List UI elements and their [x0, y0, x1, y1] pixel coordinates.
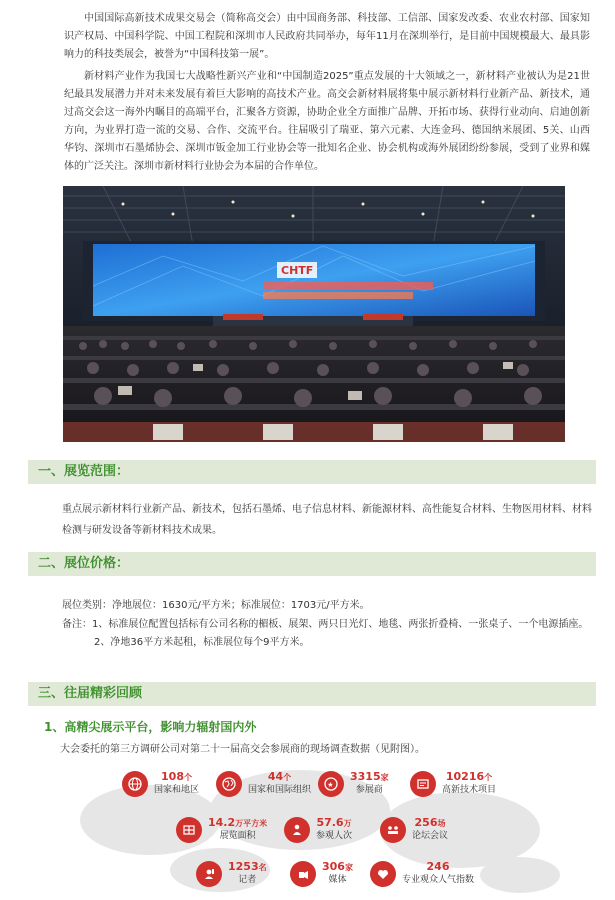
banner-logo: CHTF: [281, 264, 314, 277]
stat-label: 记者: [238, 875, 257, 885]
exhibitor-icon: [318, 771, 344, 797]
intro-paragraph-2: 新材料产业作为我国七大战略性新兴产业和“中国制造2025”重点发展的十大领域之一，新材料产业被认为是21世纪最具发展潜力并对未来发展有着巨大影响的高技术产业。高交会新材料展将集中展示新材料行业新产品、新技术，通过高交会这一海外内瞩目的高端平台，汇聚各方资源，协助企业全方面推广品牌、开拓市场、获得行业动向、启迪创新方向，为业界打造一流的交易、合作、交流平台。往届吸引了瑞亚、第六元素、大连金玛、德国纳米展团、5关、山西华钧、深圳市石墨烯协会、深圳市钣金加工行业协会等一批知名企业、协会机构或海外展团纷纷参展，受到了业界和媒体的广泛关注。深圳市新材料行业协会为本届的合作单位。: [64, 71, 590, 172]
stat-unit: 万: [343, 819, 352, 828]
stat-value: 108: [161, 770, 184, 783]
stat-unit: 万平方米: [235, 819, 268, 828]
journalist-icon: [196, 861, 222, 887]
stat-visitors: [284, 816, 352, 843]
stat-popularity: [370, 860, 474, 887]
stat-value: 14.2: [208, 816, 236, 829]
stat-label: 媒体: [328, 875, 347, 885]
stat-value: 256: [414, 816, 438, 829]
scope-text: 重点展示新材料行业新产品、新技术，包括石墨烯、电子信息材料、新能源材料、高性能复合材料、生物医用材料、材料检测与研发设备等新材料技术成果。: [62, 504, 592, 536]
section-bar-scope: [28, 460, 596, 484]
forum-icon: [380, 817, 406, 843]
section-title-price: 二、展位价格：: [38, 556, 130, 571]
svg-text:★: ★: [327, 780, 334, 789]
conference-hall-image: [63, 186, 565, 442]
stat-media: [290, 860, 353, 887]
stat-projects: [410, 770, 496, 797]
stat-value: 246: [426, 860, 450, 873]
stat-journalists: [196, 860, 267, 887]
globe-icon: [122, 771, 148, 797]
stat-value: 10216: [445, 770, 485, 783]
section-title-scope: 一、展览范围：: [38, 464, 130, 479]
intro-paragraph-1: 中国国际高新技术成果交易会（简称高交会）由中国商务部、科技部、工信部、国家发改委、农业农村部、国家知识产权局、中国科学院、中国工程院和深圳市人民政府共同举办，每年11月在深圳举行，是目前中国规模最大、最具影响力的科技类展会，被誉为“中国科技第一展”。: [64, 13, 590, 60]
stat-label: 国家和地区: [154, 785, 200, 795]
stat-value: 1253: [228, 860, 259, 873]
area-icon: [176, 817, 202, 843]
stat-unit: 场: [437, 819, 446, 828]
stat-unit: 个: [183, 773, 192, 782]
stat-unit: 个: [484, 773, 493, 782]
globe-organization-icon: [216, 771, 242, 797]
stat-countries: [122, 770, 199, 797]
stat-label: 高新技术项目: [442, 785, 497, 795]
media-icon: [290, 861, 316, 887]
stat-value: 44: [267, 770, 284, 783]
stat-area: [176, 816, 267, 843]
stat-label: 论坛会议: [412, 831, 449, 841]
stat-forums: [380, 816, 448, 843]
price-line-2: 备注：1、标准展位配置包括标有公司名称的楣板、展架、两只日光灯、地毯、两张折叠椅、一张桌子、一个电源插座。: [62, 619, 589, 630]
stats-infographic: [0, 760, 615, 900]
stat-unit: 名: [258, 863, 267, 872]
stat-organizations: [216, 770, 311, 797]
visitors-icon: [284, 817, 310, 843]
stat-unit: 家: [380, 773, 389, 782]
stat-value: 3315: [350, 770, 381, 783]
project-icon: [410, 771, 436, 797]
stat-value: 306: [322, 860, 345, 873]
price-line-3: 2、净地36平方米起租，标准展位每个9平方米。: [94, 637, 310, 648]
section-title-review: 三、往届精彩回顾: [38, 686, 143, 701]
price-line-1: 展位类别：净地展位：1630元/平方米；标准展位：1703元/平方米。: [62, 600, 370, 611]
stat-label: 参展商: [355, 785, 383, 795]
section-bar-review: [28, 682, 596, 706]
stat-label: 参观人次: [316, 831, 353, 841]
stat-unit: 家: [344, 863, 353, 872]
popularity-icon: [370, 861, 396, 887]
exhibition-photo: [63, 186, 565, 442]
stat-value: 57.6: [316, 816, 344, 829]
stat-label: 展览面积: [219, 831, 256, 841]
review-subtitle: 1、高精尖展示平台，影响力辐射国内外: [44, 720, 257, 734]
review-description: 大会委托的第三方调研公司对第二十一届高交会参展商的现场调查数据（见附图）。: [60, 744, 425, 755]
stat-unit: 个: [283, 773, 292, 782]
stat-exhibitors: [318, 770, 389, 797]
stat-label: 专业观众人气指数: [402, 875, 475, 885]
stat-label: 国家和国际组织: [248, 785, 312, 795]
section-bar-price: [28, 552, 596, 576]
